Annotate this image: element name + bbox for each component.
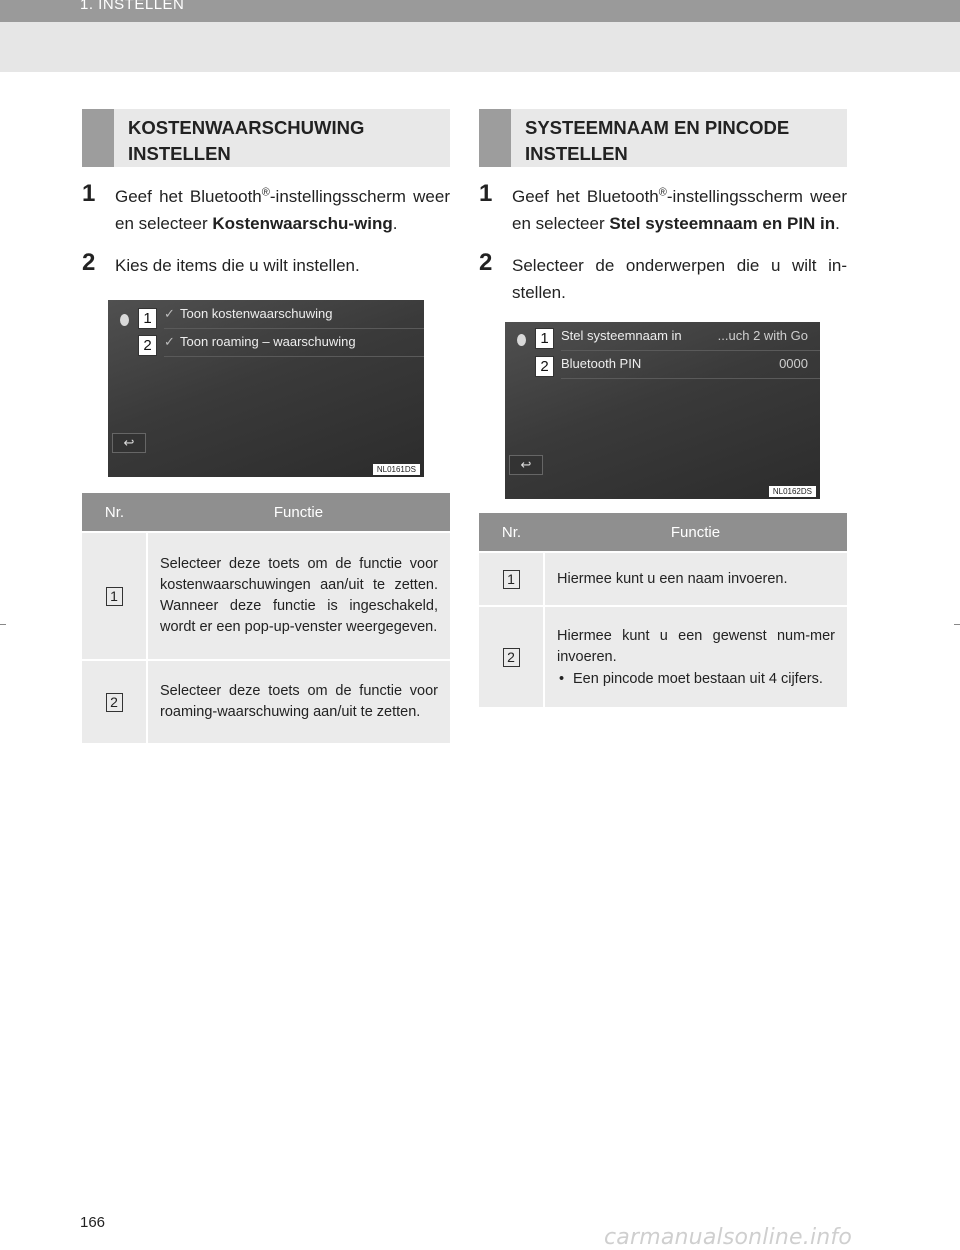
callout-badge: 2 <box>138 335 157 356</box>
crop-mark-right <box>954 624 960 625</box>
step-number: 2 <box>479 249 493 276</box>
table-cell-function: Hiermee kunt u een naam invoeren. <box>544 552 847 606</box>
bluetooth-icon <box>120 314 129 326</box>
header-strip <box>0 0 960 22</box>
section-system-name-pin <box>479 109 847 707</box>
step-number: 1 <box>479 180 493 207</box>
page-number: 166 <box>80 1214 106 1231</box>
back-button[interactable]: ↩ <box>509 455 543 475</box>
bluetooth-icon <box>517 334 526 346</box>
table-row <box>479 552 847 606</box>
section-heading <box>82 109 450 167</box>
step-number: 2 <box>82 249 96 276</box>
table-cell-function: Hiermee kunt u een gewenst num-mer invoeren. • Een pincode moet bestaan uit 4 cijfers. <box>544 606 847 707</box>
crop-mark-left <box>0 624 6 625</box>
step-1: 1 Geef het Bluetooth®-instellingsscherm weer en selecteer Stel systeemnaam en PIN in. <box>479 180 847 233</box>
setting-row[interactable]: Bluetooth PIN 0000 <box>561 350 820 379</box>
callout-badge: 2 <box>535 356 554 377</box>
heading-text: SYSTEEMNAAM EN PINCODE INSTELLEN <box>525 117 790 164</box>
step-2: 2 Selecteer de onderwerpen die u wilt in-stellen. <box>479 249 847 302</box>
col-header-nr: Nr. <box>479 513 544 552</box>
col-header-nr: Nr. <box>82 493 147 532</box>
function-table <box>479 513 847 707</box>
setting-value: 0000 <box>779 356 808 371</box>
figure-code: NL0161DS <box>373 464 420 475</box>
number-box: 1 <box>503 570 520 589</box>
chapter-title: 1. INSTELLEN <box>80 0 185 13</box>
setting-row[interactable]: ✓ Toon kostenwaarschuwing <box>164 300 424 329</box>
screenshot-system-name <box>505 322 820 499</box>
number-box: 1 <box>106 587 123 606</box>
heading-bar <box>479 109 511 167</box>
step-2: 2 Kies de items die u wilt instellen. <box>82 249 360 276</box>
callout-badge: 1 <box>138 308 157 329</box>
col-header-function: Functie <box>147 493 450 532</box>
function-table <box>82 493 450 743</box>
step-emphasis: Stel systeemnaam en PIN in <box>609 214 836 233</box>
check-icon: ✓ <box>164 334 175 349</box>
section-cost-warning <box>82 109 450 743</box>
setting-value: ...uch 2 with Go <box>717 328 808 343</box>
setting-row[interactable]: Stel systeemnaam in ...uch 2 with Go <box>561 322 820 351</box>
col-header-function: Functie <box>544 513 847 552</box>
back-button[interactable]: ↩ <box>112 433 146 453</box>
step-emphasis: Kostenwaarschu-wing <box>212 214 393 233</box>
callout-badge: 1 <box>535 328 554 349</box>
figure-code: NL0162DS <box>769 486 816 497</box>
table-cell-function: Selecteer deze toets om de functie voor kostenwaarschuwingen aan/uit te zetten. Wanneer deze functie is ingeschakeld, wordt er een pop-up-venster weergegeven. <box>147 532 450 660</box>
watermark: carmanualsonline.info <box>604 1225 853 1250</box>
table-cell-function: Selecteer deze toets om de functie voor roaming-waarschuwing aan/uit te zetten. <box>147 660 450 743</box>
step-number: 1 <box>82 180 96 207</box>
bullet-item: • Een pincode moet bestaan uit 4 cijfers. <box>557 670 835 688</box>
heading-bar <box>82 109 114 167</box>
screenshot-cost-warning <box>108 300 424 477</box>
setting-row[interactable]: ✓ Toon roaming – waarschuwing <box>164 328 424 357</box>
heading-text: KOSTENWAARSCHUWING INSTELLEN <box>128 117 365 164</box>
table-row <box>82 660 450 743</box>
section-heading <box>479 109 847 167</box>
step-1: 1 Geef het Bluetooth®-instellingsscherm weer en selecteer Kostenwaarschu-wing. <box>82 180 450 233</box>
table-row <box>479 606 847 707</box>
number-box: 2 <box>106 693 123 712</box>
table-row <box>82 532 450 660</box>
number-box: 2 <box>503 648 520 667</box>
check-icon: ✓ <box>164 306 175 321</box>
